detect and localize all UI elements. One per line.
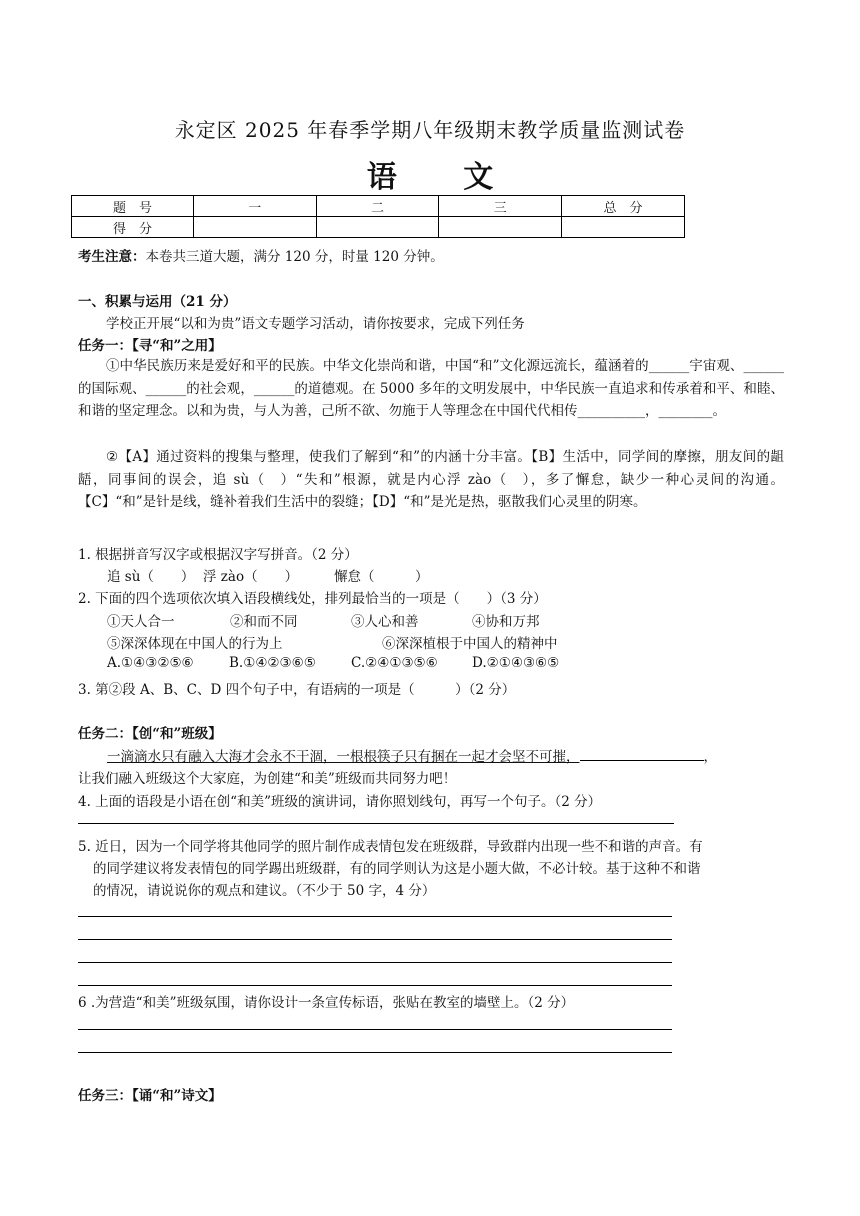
question-4: 4. 上面的语段是小语在创“和美”班级的演讲词，请你照划线句，再写一个句子。（2 分） [78,794,602,810]
question-5-line3: 的情况，请说说你的观点和建议。（不少于 50 字，4 分） [93,883,436,899]
task2-speech-line2: 让我们融入班级这个大家庭，为创建“和美”班级而共同努力吧！ [78,771,457,787]
q2-choice-d[interactable]: D.②①④③⑥⑤ [472,655,560,671]
notice [78,245,444,265]
q2-option: ④协和万邦 [472,614,540,630]
answer-line[interactable] [78,823,674,824]
question-5-line2: 的同学建议将发表情包的同学踢出班级群，有的同学则认为这是小题大做，不必计较。基于这种不和谐 [93,861,701,877]
score-table [71,195,685,238]
answer-line[interactable] [78,1052,672,1053]
score-input-cell[interactable] [439,217,562,238]
subject-heading: 语 文 [366,160,522,195]
task1-heading: 任务一：【寻“和”之用】 [78,338,222,354]
task2-speech [107,745,717,765]
task1-paragraph-2: ②【A】通过资料的搜集与整理，使我们了解到“和”的内涵十分丰富。【B】生活中，同学间的摩擦，朋友间的龃龉，同事间的误会，追 sù（ ）“失和”根源，就是内心浮 zào（ ），多了懈怠，缺少一种心灵间的沟通。【C】“和”是针是线，缝补着我们生活中的裂缝；【D】“和”是光是热，驱散我们心灵里的阴寒。 [78,449,784,510]
q1-item-1: 追 sù（ ） [107,569,195,585]
q1-item-3: 懈怠（ ） [334,569,429,585]
exam-title: 永定区 2025 年春季学期八年级期末教学质量监测试卷 [174,118,686,142]
task2-heading: 任务二：【创“和”班级】 [78,726,222,742]
q2-option: ①天人合一 [107,614,175,630]
score-cell: 二 [316,196,439,217]
question-5-line1: 5. 近日，因为一个同学将其他同学的照片制作成表情包发在班级群，导致群内出现一些不和谐的声音。有 [78,839,703,855]
sentence-tail: ， [703,749,717,765]
score-cell: 题 号 [72,196,194,217]
underlined-sentence: 一滴滴水只有融入大海才会永不干涸，一根根筷子只有捆在一起才会坚不可摧， [107,749,580,765]
answer-line[interactable] [78,962,672,963]
fill-blank[interactable] [580,746,704,761]
q2-option: ②和而不同 [230,614,298,630]
answer-line[interactable] [78,916,672,917]
q2-choice-c[interactable]: C.②④①③⑤⑥ [351,655,438,671]
score-table-header-row [72,196,685,217]
q2-option: ⑥深深植根于中国人的精神中 [382,636,558,652]
question-3: 3. 第②段 A、B、C、D 四个句子中，有语病的一项是（ ）（2 分） [78,682,516,698]
score-cell: 三 [439,196,562,217]
answer-line[interactable] [78,985,672,986]
q2-choice-b[interactable]: B.①④②③⑥⑤ [229,655,316,671]
score-input-cell[interactable] [562,217,685,238]
score-cell: 一 [193,196,316,217]
notice-label: 考生注意： [78,249,146,265]
task1-paragraph-1: ①中华民族历来是爱好和平的民族。中华文化崇尚和谐，中国“和”文化源远流长，蕴涵着的______宇宙观、______的国际观、______的社会观，______的道德观。在 5000 多年的文明发展中，中华民族一直追求和传承着和平、和睦、和谐的坚定理念。以和为贵，与人为善，己所不欲、勿施于人等理念在中国代代相传__________，________。 [78,358,784,419]
question-1: 1. 根据拼音写汉字或根据汉字写拼音。（2 分） [78,547,358,563]
score-table-score-row [72,217,685,238]
task3-heading: 任务三：【诵“和”诗文】 [78,1088,222,1104]
q2-choice-a[interactable]: A.①④③②⑤⑥ [107,655,194,671]
score-input-cell[interactable] [316,217,439,238]
score-input-cell[interactable] [193,217,316,238]
section1-intro: 学校正开展“以和为贵”语文专题学习活动，请你按要求，完成下列任务 [106,316,525,332]
answer-line[interactable] [78,1029,672,1030]
q1-item-2: 浮 zào（ ） [203,569,299,585]
answer-line[interactable] [78,939,672,940]
q2-option: ③人心和善 [351,614,419,630]
question-6: 6 .为营造“和美”班级氛围，请你设计一条宣传标语，张贴在教室的墙壁上。（2 分） [78,995,575,1011]
score-cell: 总 分 [562,196,685,217]
q2-option: ⑤深深体现在中国人的行为上 [107,636,283,652]
score-cell: 得 分 [72,217,194,238]
notice-text: 本卷共三道大题，满分 120 分，时量 120 分钟。 [145,249,444,265]
section1-heading: 一、积累与运用（21 分） [78,294,237,310]
question-2: 2. 下面的四个选项依次填入语段横线处，排列最恰当的一项是（ ）（3 分） [78,591,547,607]
